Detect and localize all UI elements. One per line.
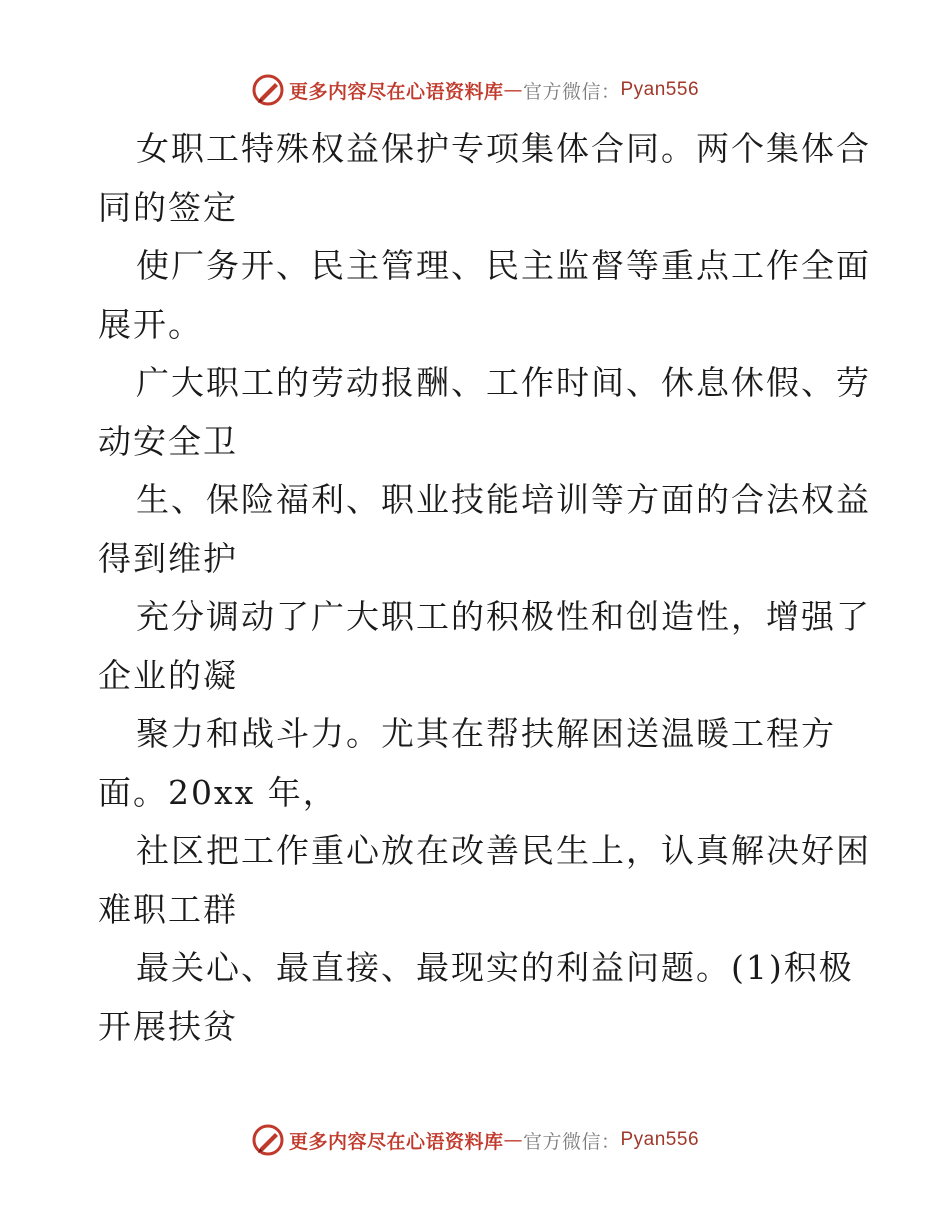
paragraph xyxy=(98,588,871,705)
paragraph xyxy=(98,705,858,822)
watermark-site-text: 更多内容尽在心语资料库 xyxy=(288,80,504,103)
paragraph-line: 开展扶贫 xyxy=(98,1006,238,1046)
paragraph xyxy=(98,822,871,939)
paragraph-line: 社区把工作重心放在改善民生上，认真解决好困 xyxy=(136,831,871,870)
paragraph-line: 使厂务开、民主管理、民主监督等重点工作全面 xyxy=(136,246,871,285)
watermark-label: 官方微信： xyxy=(522,1130,621,1153)
pen-logo-icon xyxy=(251,73,285,107)
watermark-dash: — xyxy=(503,1129,523,1151)
paragraph-line: 企业的凝 xyxy=(98,655,238,695)
watermark-label: 官方微信： xyxy=(522,80,621,103)
document-body xyxy=(98,120,871,1056)
watermark-header xyxy=(0,70,950,110)
paragraph-line: 广大职工的劳动报酬、工作时间、休息休假、劳 xyxy=(136,363,871,402)
paragraph xyxy=(98,237,871,354)
paragraph xyxy=(98,354,871,471)
paragraph-line: 聚力和战斗力。尤其在帮扶解困送温暖工程方 xyxy=(136,714,836,753)
watermark-account: Pyan556 xyxy=(620,1129,700,1150)
watermark-account: Pyan556 xyxy=(620,79,700,100)
pen-logo-icon xyxy=(251,1123,285,1157)
paragraph-line: 展开。 xyxy=(98,304,203,344)
paragraph-line: 最关心、最直接、最现实的利益问题。(1)积极 xyxy=(136,948,854,987)
watermark-footer xyxy=(0,1120,950,1160)
watermark-site-text: 更多内容尽在心语资料库 xyxy=(288,1130,504,1153)
paragraph xyxy=(98,120,871,237)
paragraph xyxy=(98,939,858,1056)
paragraph-line: 同的签定 xyxy=(98,187,238,227)
paragraph-line: 生、保险福利、职业技能培训等方面的合法权益 xyxy=(136,480,871,519)
paragraph-line: 得到维护 xyxy=(98,538,238,578)
paragraph-line: 面。20xx 年， xyxy=(98,772,338,812)
paragraph-line: 动安全卫 xyxy=(98,421,238,461)
paragraph xyxy=(98,471,871,588)
paragraph-line: 女职工特殊权益保护专项集体合同。两个集体合 xyxy=(136,129,871,168)
paragraph-line: 难职工群 xyxy=(98,889,238,929)
watermark-dash: — xyxy=(503,79,523,101)
paragraph-line: 充分调动了广大职工的积极性和创造性，增强了 xyxy=(136,597,871,636)
